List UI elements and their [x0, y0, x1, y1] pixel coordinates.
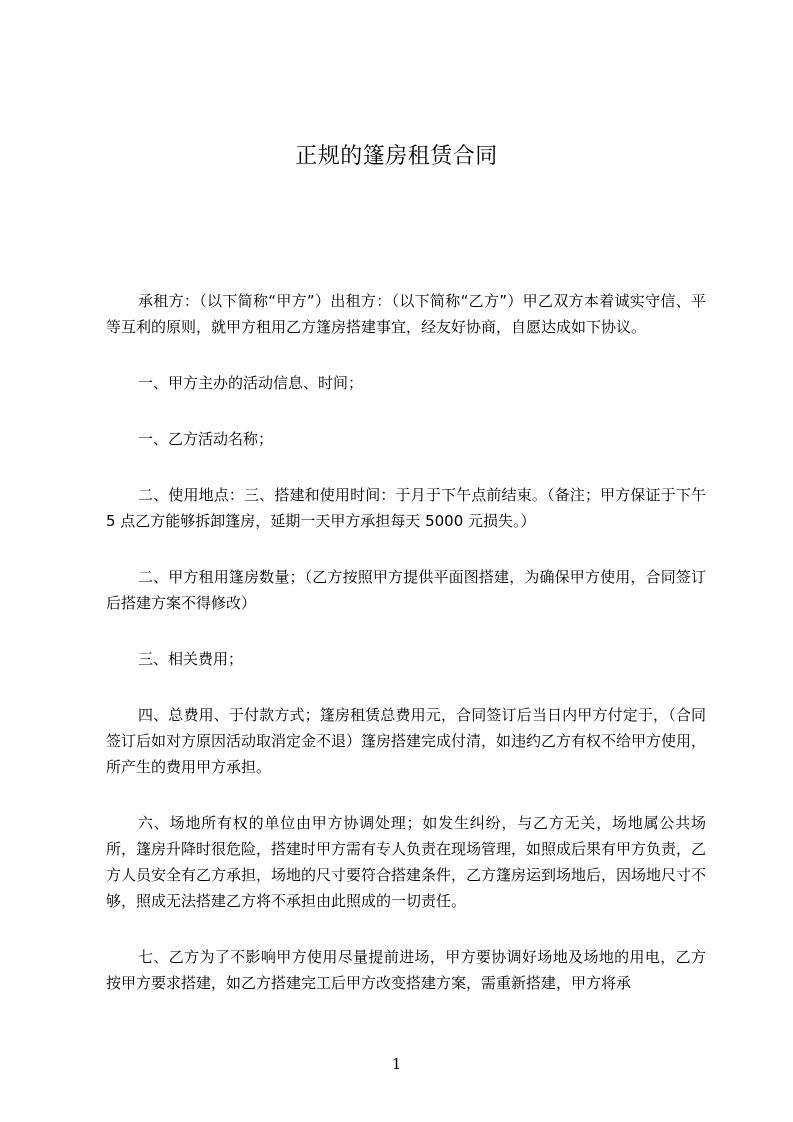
paragraph-activity-name: 一、乙方活动名称； [138, 430, 274, 448]
paragraph-preamble: 承租方：（以下简称“甲方”）出租方：（以下简称“乙方”）甲乙双方本着诚实守信、平等互利的原则，就甲方租用乙方篷房搭建事宜，经友好协商，自愿达成如下协议。 [106, 292, 706, 336]
paragraph-related-fees: 三、相关费用； [138, 650, 244, 668]
paragraph-site-ownership: 六、场地所有权的单位由甲方协调处理；如发生纠纷，与乙方无关，场地属公共场所，篷房升降时很危险，搭建时甲方需有专人负责在现场管理，如照成后果有甲方负责，乙方人员安全有乙方承担，场地的尺寸要符合搭建条件，乙方篷房运到场地后，因场地尺寸不够，照成无法搭建乙方将不承担由此照成的一切责任。 [106, 814, 707, 910]
paragraph-location-time: 二、使用地点：三、搭建和使用时间：于月于下午点前结束。（备注；甲方保证于下午 5 点乙方能够拆卸篷房，延期一天甲方承担每天 5000 元损失。） [106, 486, 706, 530]
paragraph-early-entry: 七、乙方为了不影响甲方使用尽量提前进场，甲方要协调好场地及场地的用电，乙方按甲方要求搭建，如乙方搭建完工后甲方改变搭建方案，需重新搭建，甲方将承 [106, 948, 706, 992]
paragraph-activity-info: 一、甲方主办的活动信息、时间； [138, 374, 364, 392]
paragraph-payment: 四、总费用、于付款方式；篷房租赁总费用元，合同签订后当日内甲方付定于，（合同签订后如对方原因活动取消定金不退）篷房搭建完成付清，如违约乙方有权不给甲方使用，所产生的费用甲方承担。 [106, 706, 707, 776]
page-number: 1 [391, 1055, 402, 1073]
document-title: 正规的篷房租赁合同 [295, 144, 498, 169]
document-body [106, 288, 706, 996]
paragraph-tent-quantity: 二、甲方租用篷房数量；（乙方按照甲方提供平面图搭建，为确保甲方使用，合同签订后搭建方案不得修改） [106, 568, 706, 612]
